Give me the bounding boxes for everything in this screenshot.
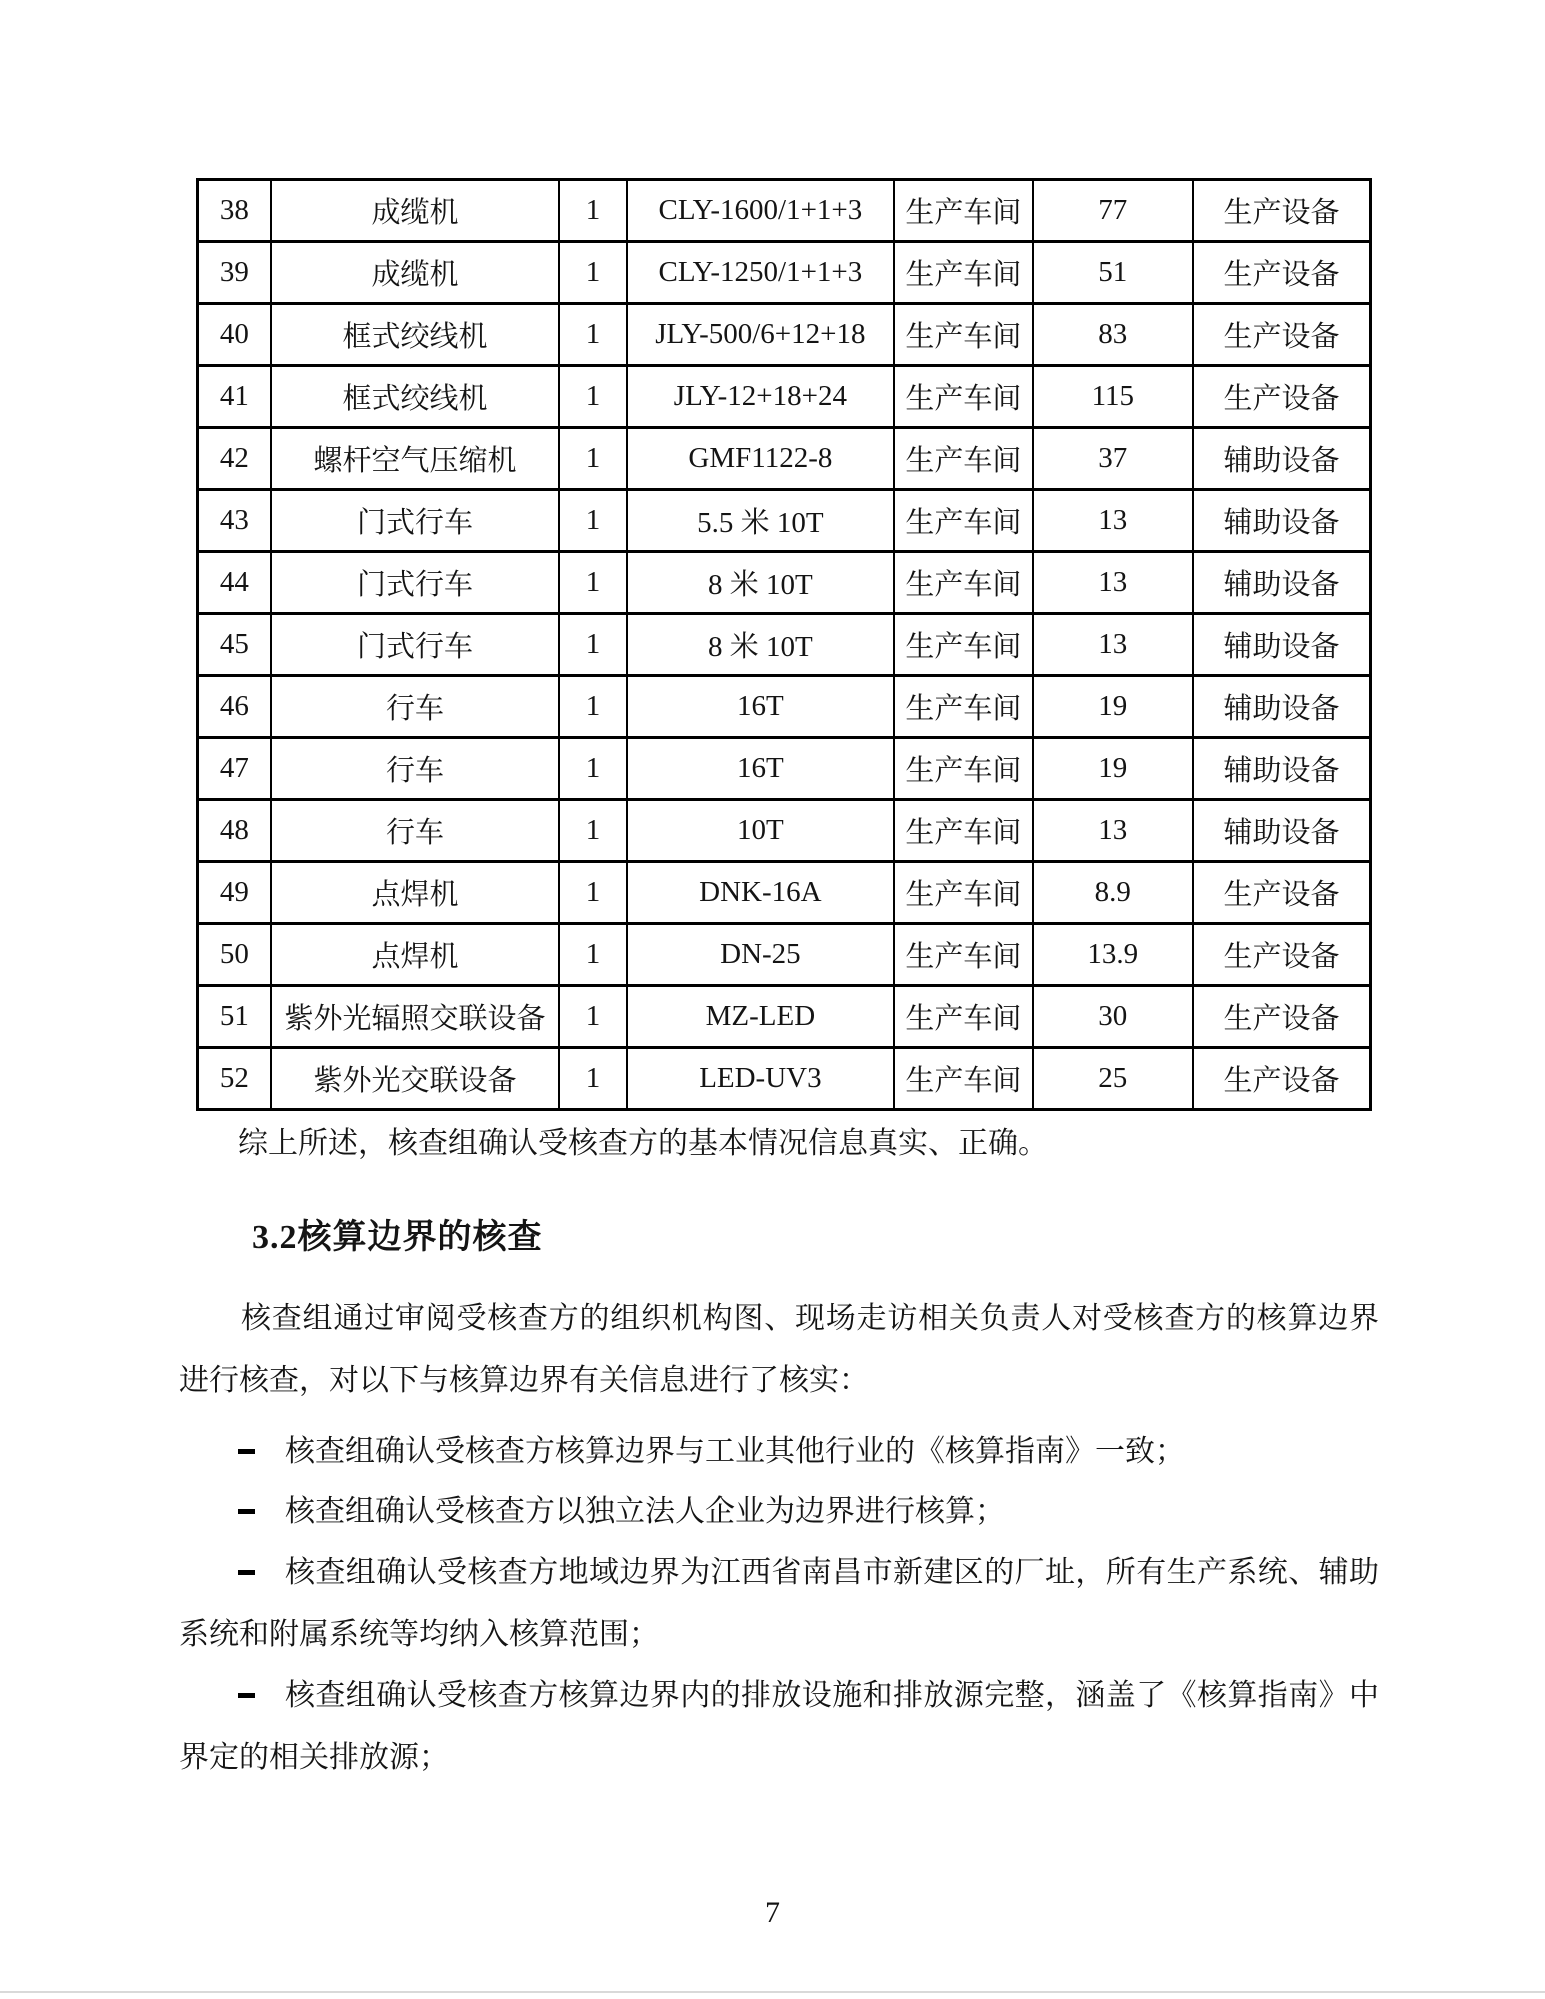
table-cell: CLY-1600/1+1+3: [627, 180, 895, 242]
bullet-text: 核查组确认受核查方以独立法人企业为边界进行核算；: [285, 1495, 1005, 1528]
table-row: [198, 242, 1371, 304]
table-row: [198, 304, 1371, 366]
table-cell: CLY-1250/1+1+3: [627, 242, 895, 304]
summary-text: 综上所述，核查组确认受核查方的基本情况信息真实、正确。: [238, 1127, 1048, 1160]
table-cell: 1: [559, 180, 626, 242]
table-cell: 生产车间: [894, 986, 1032, 1048]
bullet-text: 核查组确认受核查方核算边界内的排放设施和排放源完整，涵盖了《核算指南》中界定的相关排放源；: [179, 1679, 1379, 1774]
table-row: [198, 1048, 1371, 1110]
table-cell: 1: [559, 304, 626, 366]
table-cell: 行车: [271, 738, 560, 800]
table-cell: 行车: [271, 800, 560, 862]
table-cell: 辅助设备: [1193, 676, 1371, 738]
table-cell: 紫外光辐照交联设备: [271, 986, 560, 1048]
table-cell: 生产车间: [894, 490, 1032, 552]
table-cell: 辅助设备: [1193, 552, 1371, 614]
table-cell: 16T: [627, 738, 895, 800]
table-cell: 10T: [627, 800, 895, 862]
bullet-item: [179, 1481, 1379, 1543]
table-cell: 19: [1033, 738, 1193, 800]
table-row: [198, 738, 1371, 800]
table-cell: 1: [559, 800, 626, 862]
table-cell: 生产车间: [894, 862, 1032, 924]
table-cell: 螺杆空气压缩机: [271, 428, 560, 490]
table-cell: 点焊机: [271, 862, 560, 924]
table-cell: 紫外光交联设备: [271, 1048, 560, 1110]
table-cell: 44: [198, 552, 271, 614]
table-cell: 51: [1033, 242, 1193, 304]
table-cell: 门式行车: [271, 490, 560, 552]
table-cell: 成缆机: [271, 242, 560, 304]
bullet-item: [179, 1665, 1379, 1789]
table-cell: 生产车间: [894, 1048, 1032, 1110]
table-cell: 门式行车: [271, 614, 560, 676]
table-cell: 16T: [627, 676, 895, 738]
table-cell: 生产设备: [1193, 924, 1371, 986]
table-cell: 42: [198, 428, 271, 490]
table-cell: 45: [198, 614, 271, 676]
table-row: [198, 614, 1371, 676]
table-cell: 8 米 10T: [627, 552, 895, 614]
table-cell: 48: [198, 800, 271, 862]
table-cell: 1: [559, 366, 626, 428]
table-cell: 1: [559, 614, 626, 676]
table-cell: 38: [198, 180, 271, 242]
bullet-text: 核查组确认受核查方地域边界为江西省南昌市新建区的厂址，所有生产系统、辅助系统和附属系统等均纳入核算范围；: [179, 1556, 1379, 1651]
table-cell: 37: [1033, 428, 1193, 490]
table-cell: 框式绞线机: [271, 366, 560, 428]
table-cell: 生产车间: [894, 614, 1032, 676]
table-cell: 生产设备: [1193, 304, 1371, 366]
table-cell: 辅助设备: [1193, 428, 1371, 490]
table-cell: 生产设备: [1193, 862, 1371, 924]
table-row: [198, 676, 1371, 738]
table-cell: MZ-LED: [627, 986, 895, 1048]
table-row: [198, 800, 1371, 862]
table-cell: 13: [1033, 614, 1193, 676]
bullet-dash-icon: [238, 1509, 255, 1514]
bullet-dash-icon: [238, 1449, 255, 1454]
table-cell: 1: [559, 862, 626, 924]
table-cell: 生产车间: [894, 676, 1032, 738]
table-row: [198, 552, 1371, 614]
table-cell: 41: [198, 366, 271, 428]
table-cell: 83: [1033, 304, 1193, 366]
table-cell: 生产车间: [894, 366, 1032, 428]
table-cell: 生产车间: [894, 304, 1032, 366]
table-cell: 点焊机: [271, 924, 560, 986]
bullet-text: 核查组确认受核查方核算边界与工业其他行业的《核算指南》一致；: [285, 1435, 1185, 1468]
page-bottom-scan-line: [0, 1991, 1545, 1993]
equipment-table-body: [198, 180, 1371, 1110]
table-cell: JLY-500/6+12+18: [627, 304, 895, 366]
table-cell: 1: [559, 552, 626, 614]
table-cell: 生产设备: [1193, 366, 1371, 428]
table-cell: 8.9: [1033, 862, 1193, 924]
table-cell: 生产车间: [894, 180, 1032, 242]
table-cell: 13.9: [1033, 924, 1193, 986]
table-row: [198, 862, 1371, 924]
table-row: [198, 986, 1371, 1048]
table-cell: 39: [198, 242, 271, 304]
table-cell: 52: [198, 1048, 271, 1110]
table-cell: GMF1122-8: [627, 428, 895, 490]
intro-paragraph: 核查组通过审阅受核查方的组织机构图、现场走访相关负责人对受核查方的核算边界进行核查，对以下与核算边界有关信息进行了核实：: [179, 1302, 1379, 1397]
table-cell: 8 米 10T: [627, 614, 895, 676]
table-cell: 生产设备: [1193, 180, 1371, 242]
table-cell: 1: [559, 428, 626, 490]
table-cell: 1: [559, 986, 626, 1048]
bullet-item: [179, 1421, 1379, 1483]
table-cell: 框式绞线机: [271, 304, 560, 366]
bullet-dash-icon: [238, 1570, 255, 1575]
table-cell: 生产设备: [1193, 986, 1371, 1048]
table-cell: 115: [1033, 366, 1193, 428]
table-cell: 生产设备: [1193, 242, 1371, 304]
table-cell: DN-25: [627, 924, 895, 986]
table-cell: 生产设备: [1193, 1048, 1371, 1110]
table-cell: LED-UV3: [627, 1048, 895, 1110]
table-row: [198, 428, 1371, 490]
table-cell: 13: [1033, 490, 1193, 552]
table-cell: 1: [559, 242, 626, 304]
table-cell: 5.5 米 10T: [627, 490, 895, 552]
table-cell: 辅助设备: [1193, 738, 1371, 800]
table-cell: 生产车间: [894, 242, 1032, 304]
table-cell: 辅助设备: [1193, 490, 1371, 552]
table-cell: 13: [1033, 552, 1193, 614]
table-cell: 辅助设备: [1193, 800, 1371, 862]
table-cell: 25: [1033, 1048, 1193, 1110]
table-cell: 47: [198, 738, 271, 800]
table-cell: 77: [1033, 180, 1193, 242]
page-number: 7: [765, 1896, 780, 1929]
table-cell: 行车: [271, 676, 560, 738]
equipment-table: [196, 178, 1372, 1111]
table-cell: 49: [198, 862, 271, 924]
table-cell: 1: [559, 490, 626, 552]
table-cell: 1: [559, 1048, 626, 1110]
table-cell: 辅助设备: [1193, 614, 1371, 676]
table-cell: 生产车间: [894, 552, 1032, 614]
table-row: [198, 180, 1371, 242]
table-cell: 40: [198, 304, 271, 366]
bullet-dash-icon: [238, 1693, 255, 1698]
table-cell: 门式行车: [271, 552, 560, 614]
table-cell: JLY-12+18+24: [627, 366, 895, 428]
bullet-item: [179, 1542, 1379, 1666]
table-cell: 成缆机: [271, 180, 560, 242]
table-cell: 1: [559, 676, 626, 738]
table-cell: 生产车间: [894, 428, 1032, 490]
table-cell: 51: [198, 986, 271, 1048]
table-row: [198, 924, 1371, 986]
table-row: [198, 490, 1371, 552]
table-cell: 生产车间: [894, 924, 1032, 986]
table-cell: 50: [198, 924, 271, 986]
section-heading: 3.2核算边界的核查: [252, 1219, 543, 1256]
table-cell: 43: [198, 490, 271, 552]
table-cell: 46: [198, 676, 271, 738]
table-cell: 30: [1033, 986, 1193, 1048]
table-row: [198, 366, 1371, 428]
table-cell: 13: [1033, 800, 1193, 862]
table-cell: 19: [1033, 676, 1193, 738]
table-cell: DNK-16A: [627, 862, 895, 924]
table-cell: 1: [559, 924, 626, 986]
table-cell: 生产车间: [894, 800, 1032, 862]
table-cell: 生产车间: [894, 738, 1032, 800]
table-cell: 1: [559, 738, 626, 800]
